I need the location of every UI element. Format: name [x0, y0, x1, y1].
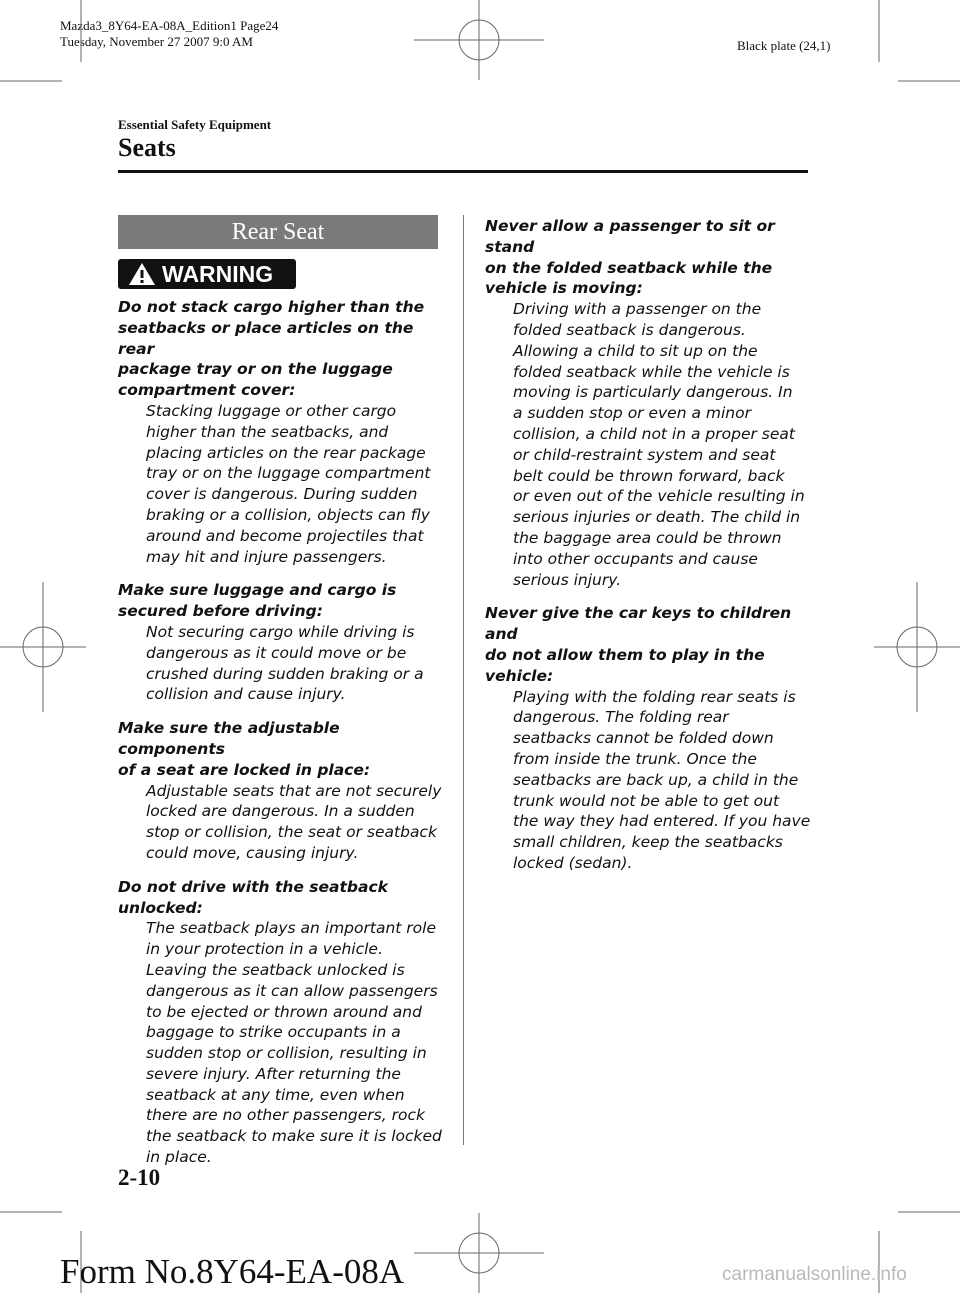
- left-column: [118, 297, 448, 1181]
- warning-item-heading-line: Make sure the adjustable components: [118, 719, 340, 758]
- warning-item-heading-line: compartment cover:: [118, 381, 296, 400]
- warning-item-heading-line: on the folded seatback while the: [485, 258, 773, 277]
- warning-item-body-line: a sudden stop or even a minor: [513, 404, 751, 423]
- watermark: carmanualsonline.info: [722, 1264, 907, 1285]
- page-number: 2-10: [118, 1165, 161, 1190]
- warning-item-body-line: or child-restraint system and seat: [513, 445, 776, 464]
- warning-item-heading-line: Never give the car keys to children and: [485, 604, 792, 644]
- warning-item-body-line: folded seatback is dangerous.: [513, 320, 746, 339]
- warning-item-body-line: could move, causing injury.: [146, 843, 359, 862]
- warning-item: [118, 297, 448, 567]
- print-file-line: Mazda3_8Y64-EA-08A_Edition1 Page24: [60, 18, 279, 33]
- warning-item-body-line: in place.: [146, 1148, 212, 1167]
- warning-item-body-line: serious injury.: [513, 570, 622, 589]
- column-divider: [463, 215, 464, 1145]
- warning-item-body-line: Not securing cargo while driving is: [146, 622, 415, 641]
- warning-item-body-line: there are no other passengers, rock: [146, 1106, 425, 1125]
- warning-item-body-line: cover is dangerous. During sudden: [146, 485, 418, 504]
- warning-item-body-line: the baggage area could be thrown: [513, 528, 782, 547]
- warning-item-body-line: The seatback plays an important role: [146, 919, 436, 938]
- warning-item-body-line: may hit and injure passengers.: [146, 547, 387, 566]
- warning-item-body-line: Stacking luggage or other cargo: [146, 401, 397, 420]
- warning-item-body-line: collision and cause injury.: [146, 685, 346, 704]
- warning-icon: [128, 262, 156, 286]
- warning-item-body-line: crushed during sudden braking or a: [146, 664, 424, 683]
- warning-item: [118, 718, 448, 864]
- warning-item-body-line: small children, keep the seatbacks: [513, 833, 783, 852]
- warning-item-heading-line: seatbacks or place articles on the rear: [118, 318, 414, 358]
- warning-item-body-line: collision, a child not in a proper seat: [513, 424, 795, 443]
- warning-item-body-line: seatbacks are back up, a child in the: [513, 770, 799, 789]
- warning-item: [118, 877, 448, 1168]
- warning-item-body-line: seatbacks cannot be folded down: [513, 729, 774, 748]
- warning-item-body-line: belt could be thrown forward, back: [513, 466, 785, 485]
- warning-item-body-line: higher than the seatbacks, and: [146, 422, 389, 441]
- form-number: Form No.8Y64-EA-08A: [60, 1252, 405, 1291]
- warning-item-body-line: Adjustable seats that are not securely: [146, 781, 442, 800]
- warning-item-body-line: around and become projectiles that: [146, 526, 424, 545]
- warning-item-body-line: tray or on the luggage compartment: [146, 464, 431, 483]
- warning-item-body-line: into other occupants and cause: [513, 549, 758, 568]
- warning-item-body-line: from inside the trunk. Once the: [513, 749, 757, 768]
- warning-item-body-line: trunk would not be able to get out: [513, 791, 780, 810]
- rear-seat-heading: Rear Seat: [118, 215, 438, 249]
- warning-item-heading-line: do not allow them to play in the: [485, 645, 765, 664]
- warning-item-body-line: placing articles on the rear package: [146, 443, 426, 462]
- warning-item-heading-line: vehicle is moving:: [485, 279, 643, 298]
- warning-item-heading-line: vehicle:: [485, 666, 554, 685]
- title-rule: [118, 170, 808, 173]
- warning-item-body-line: dangerous as it can allow passengers: [146, 981, 438, 1000]
- warning-item-heading-line: secured before driving:: [118, 602, 323, 621]
- warning-item-body-line: the way they had entered. If you have: [513, 812, 811, 831]
- print-date-line: Tuesday, November 27 2007 9:0 AM: [60, 34, 253, 49]
- warning-item-body-line: to be ejected or thrown around and: [146, 1002, 422, 1021]
- warning-item-heading-line: Never allow a passenger to sit or stand: [485, 217, 775, 256]
- warning-item-body-line: Leaving the seatback unlocked is: [146, 960, 405, 979]
- warning-item-body-line: baggage to strike occupants in a: [146, 1023, 401, 1042]
- warning-item-body-line: the seatback to make sure it is locked: [146, 1127, 442, 1146]
- warning-item-body-line: locked are dangerous. In a sudden: [146, 802, 415, 821]
- warning-item-body-line: or even out of the vehicle resulting in: [513, 487, 805, 506]
- page-title: Seats: [118, 133, 176, 162]
- warning-item-body-line: moving is particularly dangerous. In: [513, 383, 793, 402]
- warning-item-body-line: stop or collision, the seat or seatback: [146, 823, 437, 842]
- warning-item-body-line: seatback at any time, even when: [146, 1085, 405, 1104]
- warning-item-body-line: braking or a collision, objects can fly: [146, 505, 430, 524]
- warning-item-body-line: serious injuries or death. The child in: [513, 508, 801, 527]
- warning-badge: [118, 259, 296, 289]
- right-column: [485, 216, 815, 887]
- warning-item-body-line: dangerous as it could move or be: [146, 643, 407, 662]
- warning-item: [118, 580, 448, 705]
- warning-item-body-line: Driving with a passenger on the: [513, 300, 762, 319]
- plate-label: Black plate (24,1): [737, 38, 831, 53]
- warning-item-heading-line: Do not stack cargo higher than the: [118, 298, 425, 316]
- warning-item-body-line: sudden stop or collision, resulting in: [146, 1044, 427, 1063]
- warning-item: [485, 216, 815, 590]
- warning-item-body-line: locked (sedan).: [513, 853, 633, 872]
- warning-item-body-line: severe injury. After returning the: [146, 1064, 401, 1083]
- warning-item-body-line: dangerous. The folding rear: [513, 708, 729, 727]
- warning-item-heading-line: unlocked:: [118, 898, 203, 917]
- warning-item-heading-line: package tray or on the luggage: [118, 360, 393, 379]
- warning-item-heading-line: of a seat are locked in place:: [118, 760, 371, 779]
- warning-item-heading-line: Do not drive with the seatback: [118, 877, 388, 896]
- warning-item: [485, 603, 815, 873]
- warning-item-body-line: in your protection in a vehicle.: [146, 940, 383, 959]
- warning-item-body-line: Playing with the folding rear seats is: [513, 687, 796, 706]
- section-label: Essential Safety Equipment: [118, 117, 272, 132]
- warning-label: WARNING: [162, 261, 274, 287]
- warning-item-body-line: folded seatback while the vehicle is: [513, 362, 790, 381]
- warning-item-heading-line: Make sure luggage and cargo is: [118, 581, 397, 600]
- warning-item-body-line: Allowing a child to sit up on the: [513, 341, 758, 360]
